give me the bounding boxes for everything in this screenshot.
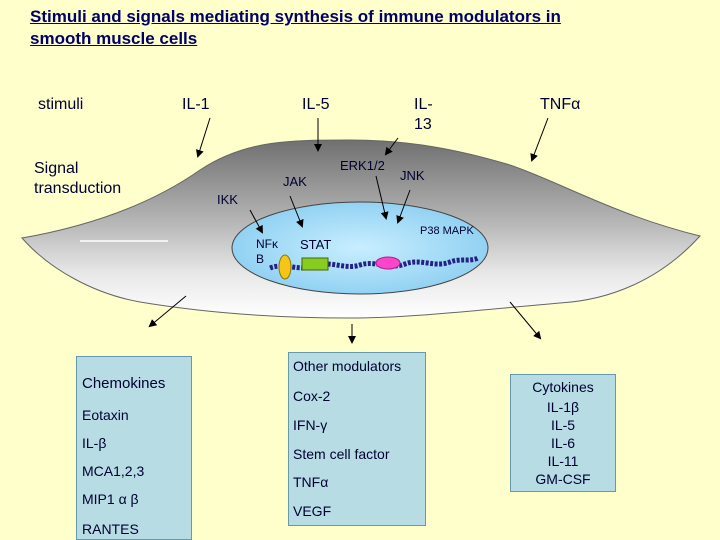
cytokine-item: GM-CSF — [535, 471, 591, 487]
stimulus-il1: IL-1 — [182, 96, 210, 113]
chemokine-item: MIP1 α β — [82, 491, 139, 507]
signal-transduction-label-line2: transduction — [34, 180, 122, 197]
nfkb-molecule — [279, 255, 291, 279]
signal-p38: P38 MAPK — [420, 225, 474, 237]
signal-transduction-label-line1: Signal — [34, 160, 79, 177]
cytokines-heading: Cytokines — [532, 379, 594, 395]
chemokine-item: MCA1,2,3 — [82, 463, 145, 479]
other-modulators-heading: Other modulators — [293, 358, 402, 374]
signal-nfkb-line1: NFκ — [256, 237, 278, 251]
cytokine-item: IL-1β — [546, 399, 580, 415]
stimulus-il5: IL-5 — [302, 96, 330, 113]
stimulus-il13-line1: IL- — [414, 96, 433, 113]
modulator-item: Cox-2 — [293, 388, 331, 404]
modulator-item: TNFα — [293, 474, 329, 490]
title-line-2: smooth muscle cells — [30, 29, 198, 48]
arrow-tnf — [532, 118, 548, 160]
modulator-item: Stem cell factor — [293, 446, 390, 462]
stimuli-label: stimuli — [38, 96, 84, 113]
other-modulators-box — [288, 352, 426, 526]
stat-molecule — [302, 258, 328, 270]
modulator-item: IFN-γ — [293, 417, 328, 433]
cytokine-item: IL-6 — [550, 435, 576, 451]
arrow-il1 — [198, 118, 210, 156]
stimulus-tnf: TNFα — [540, 96, 581, 113]
arrow-to-cytokines — [510, 302, 540, 338]
cytokines-box — [510, 374, 616, 492]
chemokines-heading: Chemokines — [82, 375, 166, 392]
chemokine-item: RANTES — [82, 521, 139, 537]
cytokine-item: IL-5 — [550, 417, 576, 433]
signal-nfkb-line2: B — [256, 252, 265, 266]
signal-jak: JAK — [283, 174, 307, 189]
transcription-factor — [376, 257, 400, 269]
stimulus-il13-line2: 13 — [414, 116, 432, 133]
chemokines-box — [76, 356, 192, 540]
title-line-1: Stimuli and signals mediating synthesis of immune modulators in — [30, 7, 561, 26]
modulator-item: VEGF — [293, 503, 332, 519]
chemokine-item: IL-β — [82, 435, 107, 451]
signal-jnk: JNK — [400, 168, 425, 183]
signal-erk: ERK1/2 — [340, 158, 385, 173]
signal-stat: STAT — [300, 237, 332, 252]
chemokine-item: Eotaxin — [82, 407, 129, 423]
cytokine-item: IL-11 — [547, 453, 579, 469]
signal-ikk: IKK — [217, 192, 238, 207]
